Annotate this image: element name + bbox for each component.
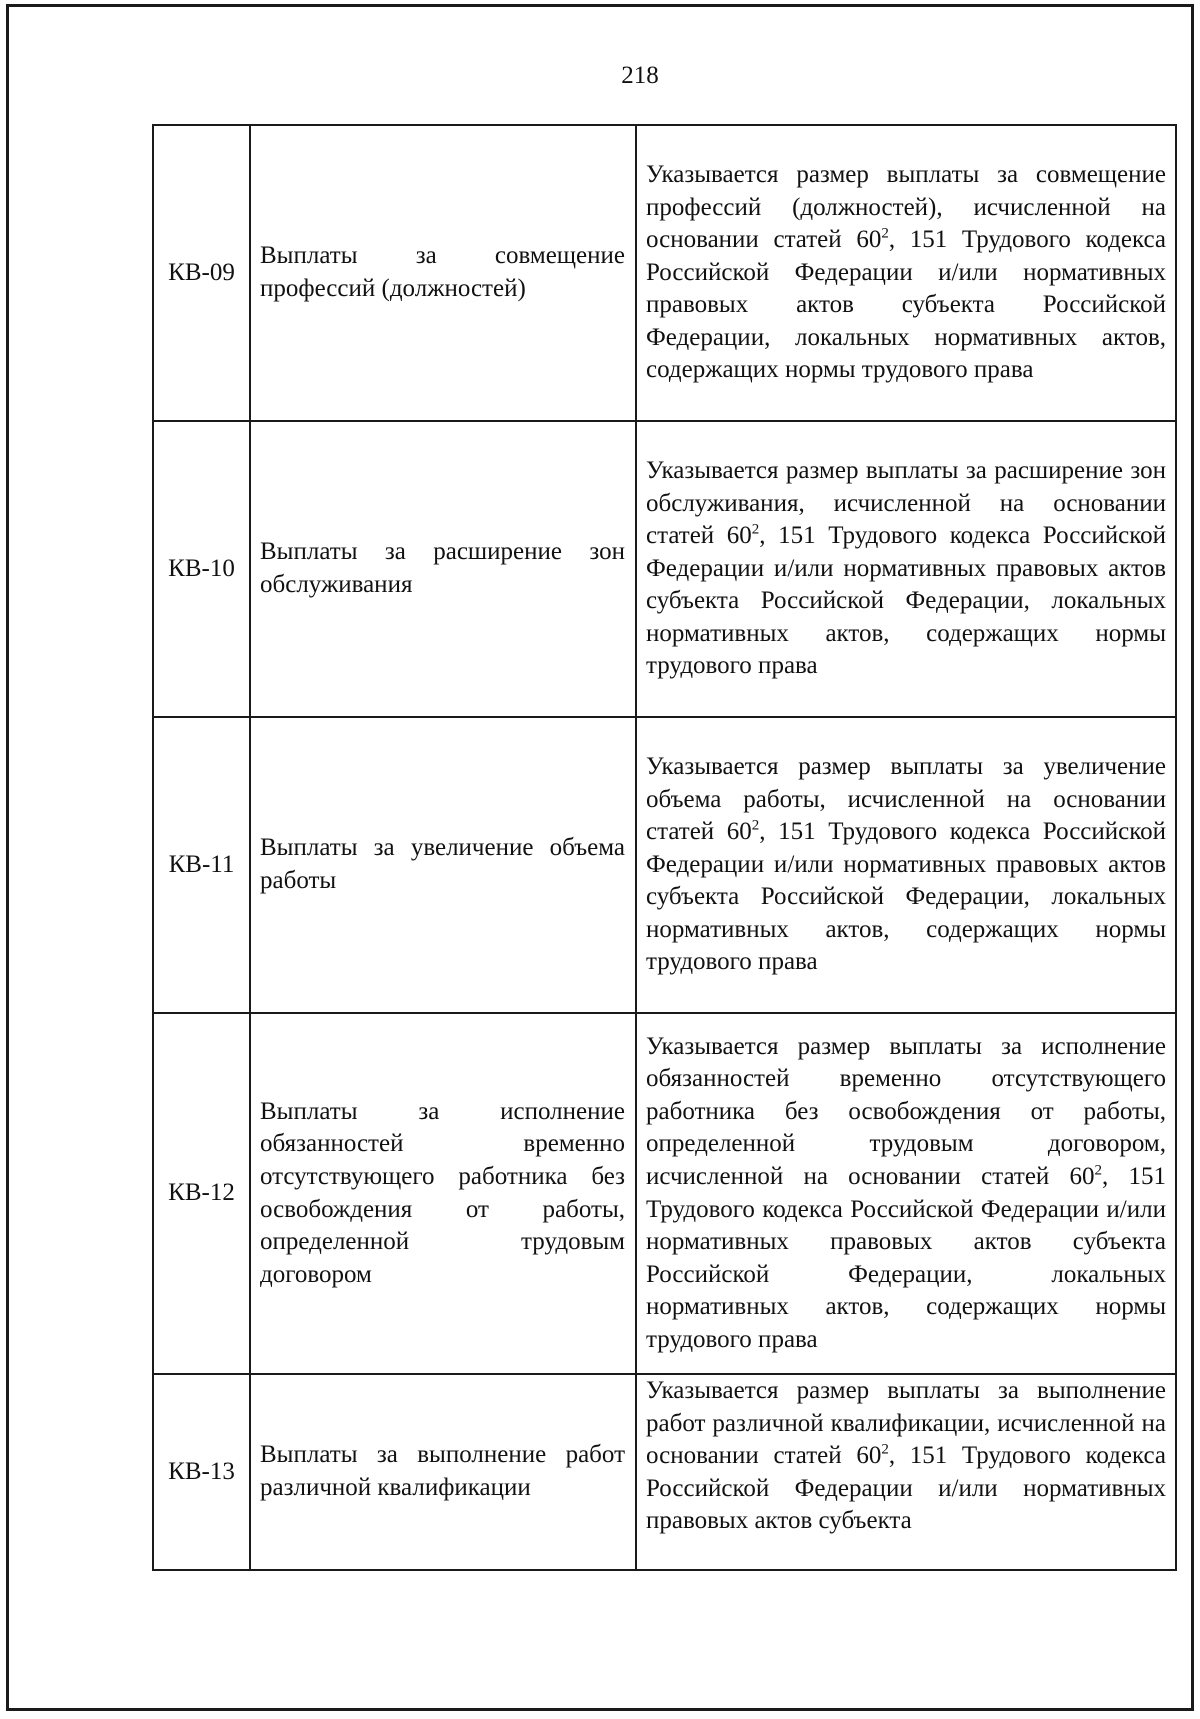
description-part: Указывается размер выплаты за исполнение обязанностей временно отсутствующего работника без освобождения от работы, определенной трудовым договором, исчисленной на основании статей 60 — [646, 1032, 1166, 1190]
description-part: , 151 Трудового кодекса Российской Федерации и/или нормативных правовых актов субъекта Российской Федерации, локальных нормативных актов, содержащих нормы трудового права — [646, 522, 1166, 680]
superscript: 2 — [881, 1441, 889, 1458]
code-cell: КВ-11 — [153, 717, 250, 1013]
description-part: , 151 Трудового кодекса Российской Федерации и/или нормативных правовых актов субъекта Российской Федерации, локальных нормативных актов, содержащих нормы трудового права — [646, 818, 1166, 976]
superscript: 2 — [1094, 1162, 1103, 1179]
description-cell — [636, 717, 1176, 1013]
table-row — [153, 717, 1176, 1013]
description-part: Указывается размер выплаты за расширение зон обслуживания, исчисленной на основании статей 60 — [646, 456, 1166, 550]
description-text — [646, 455, 1166, 683]
description-text — [646, 1031, 1166, 1357]
description-cell — [636, 125, 1176, 421]
title-cell: Выплаты за совмещение профессий (должностей) — [250, 125, 636, 421]
description-part: , 151 Трудового кодекса Российской Федерации и/или нормативных правовых актов субъекта — [646, 1442, 1166, 1535]
table-row — [153, 1374, 1176, 1570]
description-cell — [636, 1374, 1176, 1570]
description-part: Указывается размер выплаты за увеличение объема работы, исчисленной на основании статей 60 — [646, 752, 1166, 846]
title-cell: Выплаты за выполнение работ различной квалификации — [250, 1374, 636, 1570]
description-part: , 151 Трудового кодекса Российской Федерации и/или нормативных правовых актов субъекта Российской Федерации, локальных нормативных актов, содержащих нормы трудового права — [646, 226, 1166, 384]
description-text — [646, 159, 1166, 387]
page-number: 218 — [621, 62, 659, 89]
table-row — [153, 125, 1176, 421]
description-part: Указывается размер выплаты за совмещение профессий (должностей), исчисленной на основании статей 60 — [646, 160, 1166, 254]
code-cell: КВ-10 — [153, 421, 250, 717]
title-cell: Выплаты за исполнение обязанностей временно отсутствующего работника без освобождения от работы, определенной трудовым договором — [250, 1013, 636, 1374]
code-cell: КВ-12 — [153, 1013, 250, 1374]
description-cell — [636, 1013, 1176, 1374]
description-text — [646, 1375, 1166, 1538]
title-cell: Выплаты за увеличение объема работы — [250, 717, 636, 1013]
table-row — [153, 421, 1176, 717]
superscript: 2 — [751, 817, 760, 834]
superscript: 2 — [751, 521, 760, 538]
description-part: , 151 Трудового кодекса Российской Федерации и/или нормативных правовых актов субъекта Российской Федерации, локальных нормативных актов, содержащих нормы трудового права — [646, 1162, 1166, 1353]
description-part: Указывается размер выплаты за выполнение работ различной квалификации, исчисленной на основании статей 60 — [646, 1377, 1166, 1470]
code-cell: КВ-13 — [153, 1374, 250, 1570]
superscript: 2 — [881, 225, 889, 242]
code-cell: КВ-09 — [153, 125, 250, 421]
payment-codes-table — [152, 124, 1177, 1571]
description-cell — [636, 421, 1176, 717]
title-cell: Выплаты за расширение зон обслуживания — [250, 421, 636, 717]
table-row — [153, 1013, 1176, 1374]
description-text — [646, 751, 1166, 979]
